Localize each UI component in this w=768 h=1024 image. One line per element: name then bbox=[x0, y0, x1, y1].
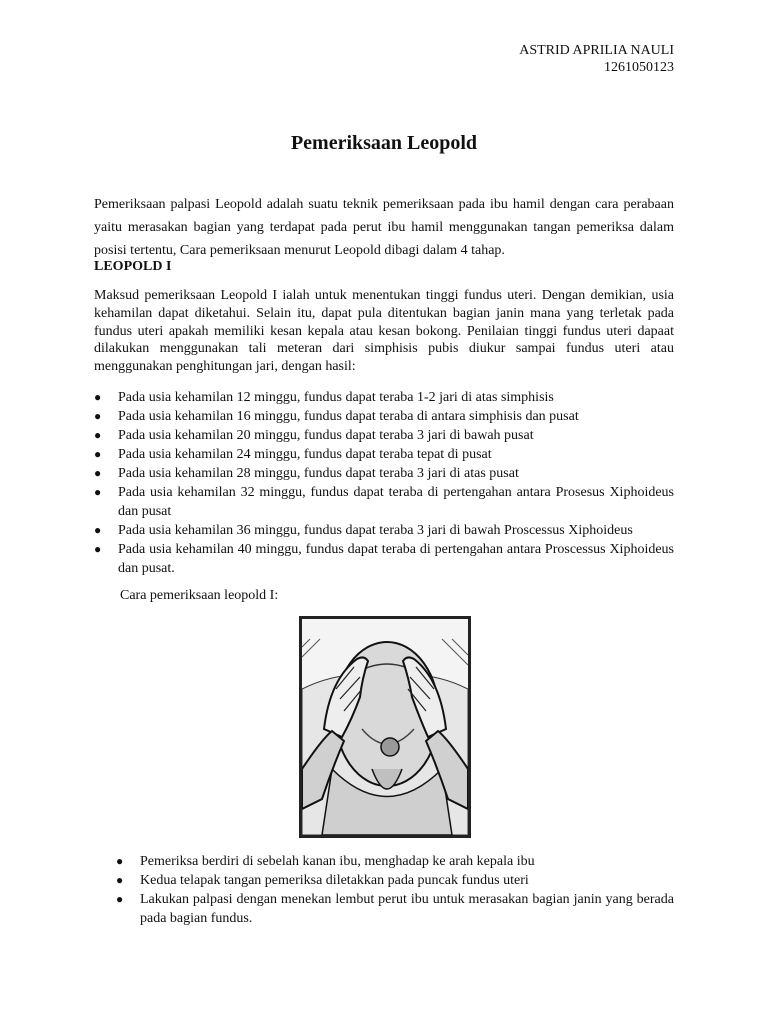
bullet-icon: ● bbox=[94, 409, 102, 423]
list-item bbox=[116, 852, 674, 871]
bullet-icon: ● bbox=[94, 390, 102, 404]
abdominal-palpation-drawing bbox=[302, 619, 468, 835]
list-item bbox=[94, 521, 674, 540]
leopold-illustration bbox=[299, 616, 471, 838]
author-id: 1261050123 bbox=[604, 60, 674, 75]
list-item-text: Pada usia kehamilan 36 minggu, fundus dapat teraba 3 jari di bawah Proscessus Xiphoideus bbox=[118, 523, 633, 538]
list-item-text: Pada usia kehamilan 28 minggu, fundus dapat teraba 3 jari di atas pusat bbox=[118, 466, 519, 481]
bullet-icon: ● bbox=[94, 485, 102, 499]
bullet-icon: ● bbox=[116, 873, 124, 887]
findings-list bbox=[94, 388, 674, 578]
list-item bbox=[94, 426, 674, 445]
bullet-icon: ● bbox=[94, 542, 102, 556]
section-heading: LEOPOLD I bbox=[94, 259, 172, 274]
bullet-icon: ● bbox=[94, 428, 102, 442]
list-item bbox=[94, 540, 674, 578]
bullet-icon: ● bbox=[116, 854, 124, 868]
list-item bbox=[94, 445, 674, 464]
list-item-text: Pemeriksa berdiri di sebelah kanan ibu, menghadap ke arah kepala ibu bbox=[140, 854, 535, 869]
bullet-icon: ● bbox=[94, 466, 102, 480]
list-item bbox=[116, 890, 674, 928]
list-item bbox=[94, 407, 674, 426]
method-label: Cara pemeriksaan leopold I: bbox=[120, 588, 279, 603]
bullet-icon: ● bbox=[94, 447, 102, 461]
list-item bbox=[94, 388, 674, 407]
section-body: Maksud pemeriksaan Leopold I ialah untuk menentukan tinggi fundus uteri. Dengan demikian, usia kehamilan dapat diketahui. Selain itu, dapat pula ditentukan bagian janin mana yang terletak pada fundus uteri apakah memiliki kesan kepala atau kesan bokong. Penilaian tinggi fundus uteri dapaat dilakukan menggunakan tali meteran dari simphisis pubis diukur sampai fundus uteri atau menggunakan penghitungan jari, dengan hasil: bbox=[94, 288, 674, 375]
bullet-icon: ● bbox=[94, 523, 102, 537]
bullet-icon: ● bbox=[116, 892, 124, 906]
list-item-text: Pada usia kehamilan 24 minggu, fundus dapat teraba tepat di pusat bbox=[118, 447, 492, 462]
steps-list bbox=[116, 852, 674, 928]
list-item-text: Pada usia kehamilan 40 minggu, fundus dapat teraba di pertengahan antara Proscessus Xiphoideus dan pusat. bbox=[118, 542, 674, 576]
intro-paragraph: Pemeriksaan palpasi Leopold adalah suatu teknik pemeriksaan pada ibu hamil dengan cara perabaan yaitu merasakan bagian yang terdapat pada perut ibu hamil menggunakan tangan pemeriksa dalam posisi tertentu, Cara pemeriksaan menurut Leopold dibagi dalam 4 tahap. bbox=[94, 197, 674, 258]
list-item bbox=[116, 871, 674, 890]
document-title: Pemeriksaan Leopold bbox=[290, 132, 478, 154]
list-item-text: Pada usia kehamilan 32 minggu, fundus dapat teraba di pertengahan antara Prosesus Xiphoideus dan pusat bbox=[118, 485, 674, 519]
list-item bbox=[94, 464, 674, 483]
list-item-text: Kedua telapak tangan pemeriksa diletakkan pada puncak fundus uteri bbox=[140, 873, 529, 888]
list-item bbox=[94, 483, 674, 521]
list-item-text: Pada usia kehamilan 16 minggu, fundus dapat teraba di antara simphisis dan pusat bbox=[118, 409, 579, 424]
list-item-text: Pada usia kehamilan 12 minggu, fundus dapat teraba 1-2 jari di atas simphisis bbox=[118, 390, 554, 405]
author-name: ASTRID APRILIA NAULI bbox=[519, 43, 674, 58]
author-block bbox=[519, 42, 674, 76]
list-item-text: Pada usia kehamilan 20 minggu, fundus dapat teraba 3 jari di bawah pusat bbox=[118, 428, 534, 443]
list-item-text: Lakukan palpasi dengan menekan lembut perut ibu untuk merasakan bagian janin yang berada pada bagian fundus. bbox=[140, 892, 674, 926]
